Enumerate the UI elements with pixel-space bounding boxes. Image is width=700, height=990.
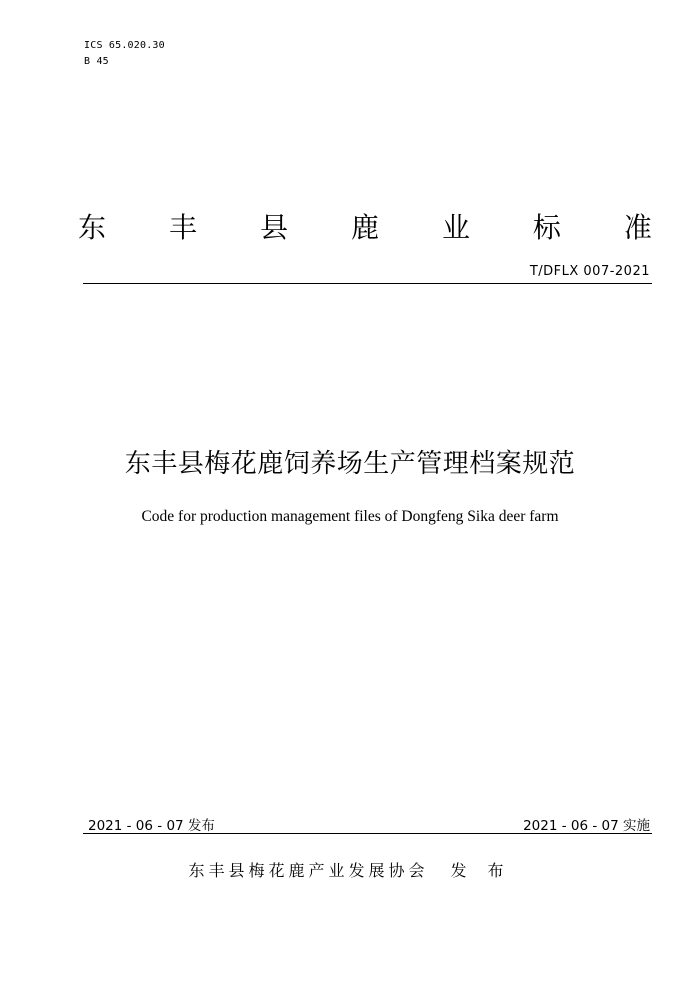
issue-date: 2021 - 06 - 07 发布	[88, 818, 215, 834]
title-char: 标	[532, 211, 561, 244]
bottom-divider	[83, 833, 652, 834]
classification-codes	[84, 38, 165, 70]
title-char: 县	[259, 211, 288, 244]
title-char: 东	[78, 211, 107, 244]
title-char: 丰	[168, 211, 197, 244]
class-code: B 45	[84, 56, 109, 67]
standard-number: T/DFLX 007-2021	[529, 264, 650, 279]
title-char: 业	[441, 211, 470, 244]
publish-label: 发 布	[450, 861, 512, 880]
title-char: 鹿	[350, 211, 379, 244]
document-title-en: Code for production management files of Dongfeng Sika deer farm	[141, 508, 559, 525]
top-divider	[83, 283, 652, 284]
publisher-name: 东丰县梅花鹿产业发展协会	[188, 861, 429, 880]
title-char: 准	[623, 211, 652, 244]
ics-code: ICS 65.020.30	[84, 40, 165, 51]
publisher-line	[0, 859, 700, 883]
implement-date: 2021 - 06 - 07 实施	[523, 818, 650, 834]
standard-category-title	[78, 208, 652, 248]
document-title-cn: 东丰县梅花鹿饲养场生产管理档案规范	[124, 449, 576, 479]
